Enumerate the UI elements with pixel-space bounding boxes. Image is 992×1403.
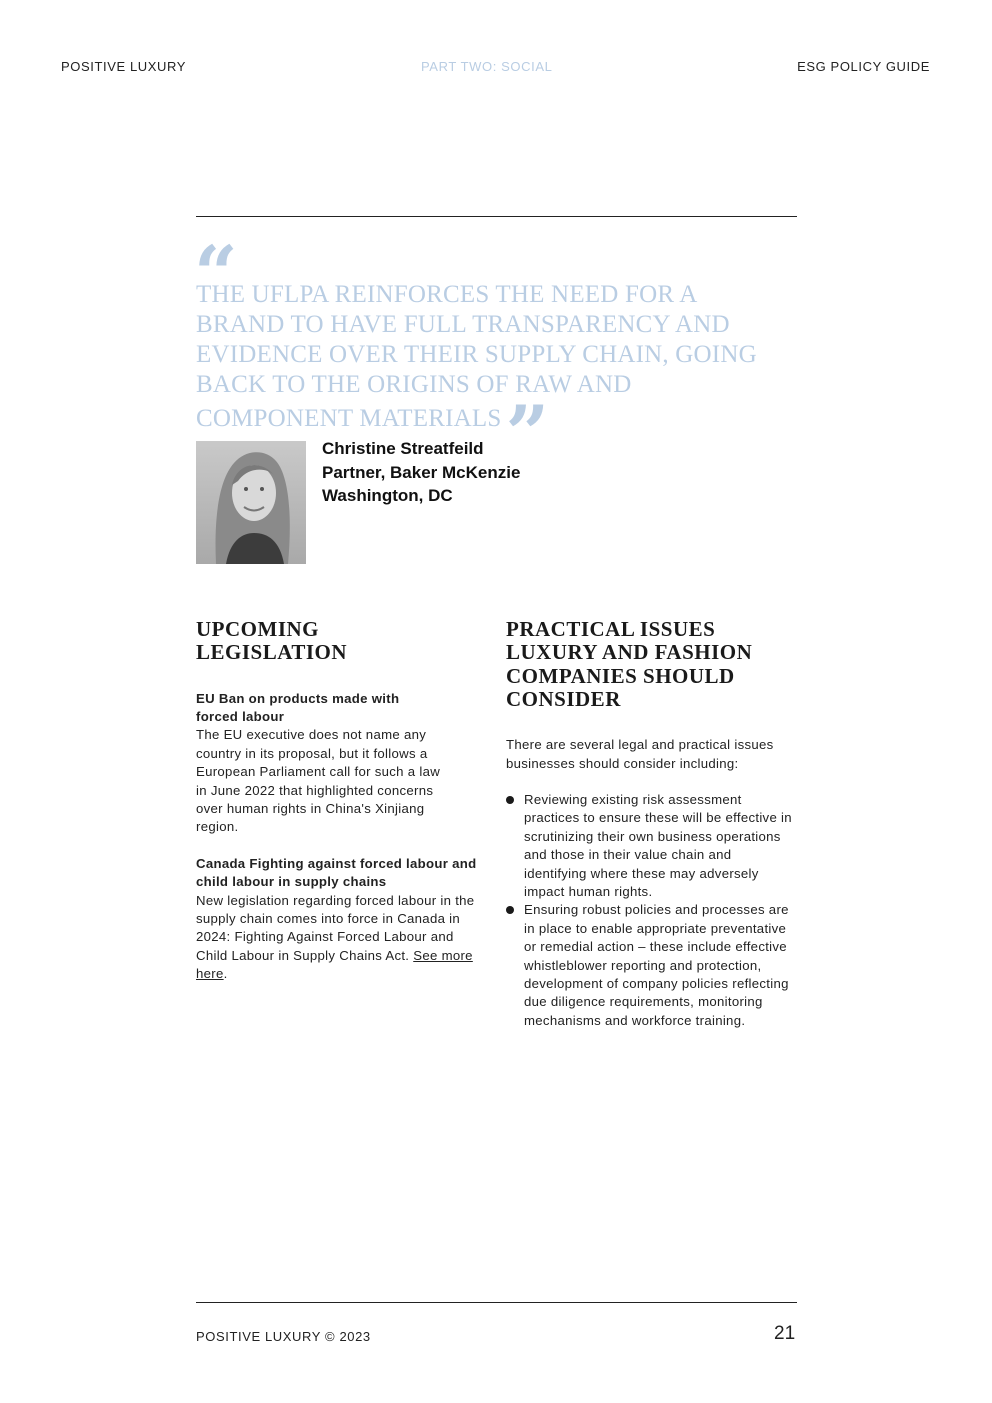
- legislation-item-canada: [196, 855, 486, 984]
- top-divider: [196, 216, 797, 217]
- legislation-item-title: Canada Fighting against forced labour and child labour in supply chains: [196, 855, 477, 890]
- section-heading: PRACTICAL ISSUES LUXURY AND FASHION COMPANIES SHOULD CONSIDER: [506, 617, 753, 711]
- practical-issues-intro: There are several legal and practical issues businesses should consider including:: [506, 737, 774, 771]
- legislation-item-body: [196, 892, 478, 984]
- attribution-location: Washington, DC: [322, 486, 453, 505]
- attribution-name: Christine Streatfeild: [322, 439, 484, 458]
- see-more-link[interactable]: See more here: [196, 947, 473, 982]
- list-item: [506, 901, 798, 1030]
- header-guide-title: ESG POLICY GUIDE: [797, 59, 930, 74]
- portrait-illustration: [196, 441, 306, 564]
- list-item: [506, 791, 798, 901]
- practical-issues-section: [506, 618, 798, 1030]
- portrait-photo: [196, 441, 306, 564]
- upcoming-legislation-section: [196, 618, 486, 984]
- legislation-item-eu: [196, 690, 486, 837]
- legislation-item-body: The EU executive does not name any country in its proposal, but it follows a European Parliament call for such a law in June 2022 that highlighted concerns over human rights in China's Xinjiang region.: [196, 727, 441, 835]
- legislation-item-body-text: New legislation regarding forced labour in the supply chain comes into force in Canada in 2024: Fighting Against Forced Labour and Child Labour in Supply Chains Act.: [196, 892, 475, 963]
- open-quote-icon: “: [194, 229, 238, 318]
- practical-issues-list: [506, 791, 798, 1030]
- pull-quote-text: THE UFLPA REINFORCES THE NEED FOR A BRAND TO HAVE FULL TRANSPARENCY AND EVIDENCE OVER THEIR SUPPLY CHAIN, GOING BACK TO THE ORIGINS OF RAW AND COMPONENT MATERIALS: [196, 281, 757, 432]
- legislation-item-title: EU Ban on products made with forced labour: [196, 690, 400, 724]
- header-section: PART TWO: SOCIAL: [421, 59, 553, 74]
- page-number: 21: [774, 1323, 796, 1344]
- attribution-role: Partner, Baker McKenzie: [322, 462, 521, 482]
- bottom-divider: [196, 1302, 797, 1303]
- section-heading: UPCOMING LEGISLATION: [196, 617, 347, 665]
- list-item-text: Reviewing existing risk assessment practices to ensure these will be effective in scrutinizing their own business operations and those in their value chain and identifying where these may adversely impact human rights.: [524, 792, 792, 900]
- header-brand: POSITIVE LUXURY: [61, 59, 187, 74]
- close-quote-icon: ”: [505, 389, 550, 478]
- footer-copyright: POSITIVE LUXURY © 2023: [196, 1329, 371, 1344]
- quote-attribution: [322, 437, 520, 508]
- list-item-text: Ensuring robust policies and processes are in place to enable appropriate preventative or remedial action – these include effective whistleblower reporting and protection, development of company policies reflecting due diligence requirements, monitoring mechanisms and workforce training.: [524, 902, 789, 1028]
- legislation-item-body-end: .: [223, 966, 228, 982]
